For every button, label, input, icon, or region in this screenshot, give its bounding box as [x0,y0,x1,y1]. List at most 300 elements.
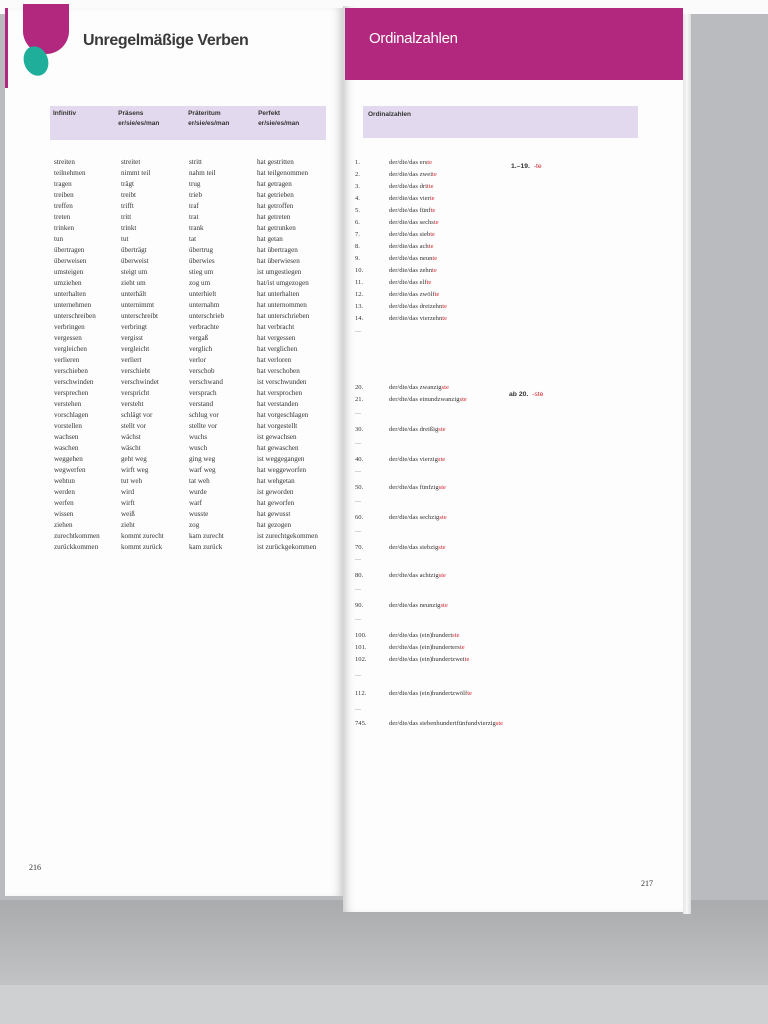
ordinal-suffix: te [434,291,440,298]
ordinal-suffix: te [442,303,448,310]
ordinal-stem: der/die/das (ein)hunderters [389,644,460,651]
verb-row [54,311,334,322]
verb-row [54,465,334,476]
ordinal-suffix: ste [437,456,446,463]
verb-cell-praesens: wirft weg [121,466,149,474]
ordinal-stem: der/die/das elf [389,279,427,286]
verb-cell-perfekt: hat unterschrieben [257,312,310,320]
ordinal-word [389,291,439,298]
verb-row [54,212,334,223]
verb-row [54,201,334,212]
ordinal-row [355,720,655,730]
page-number: 217 [641,879,653,888]
verb-cell-praesens: unternimmt [121,301,155,309]
ordinal-stem: der/die/das zwanzig [389,384,442,391]
verb-cell-infinitiv: trinken [54,224,75,232]
verb-cell-perfekt: hat/ist umgezogen [257,279,309,287]
ordinal-suffix: te [433,219,439,226]
verb-row [54,234,334,245]
ordinal-number: 20. [355,384,364,391]
verb-cell-praesens: zieht [121,521,135,529]
verb-cell-praeteritum: nahm teil [189,169,216,177]
ellipsis: … [355,706,361,712]
ordinal-suffix: ste [459,396,467,403]
verb-cell-praesens: überweist [121,257,149,265]
verb-cell-praeteritum: unternahm [189,301,220,309]
verb-row [54,344,334,355]
verb-cell-perfekt: hat unterhalten [257,290,300,298]
ordinal-suffix: te [427,159,433,166]
ordinal-number: 5. [355,207,360,214]
ordinal-number: 102. [355,656,367,663]
verb-cell-infinitiv: streiten [54,158,75,166]
verb-cell-perfekt: hat gewaschen [257,444,299,452]
rule-note-1-19: 1.–19. -te [511,163,542,170]
ellipsis: … [355,556,361,562]
verb-table [54,157,334,553]
ordinal-stem: der/die/das siebzig [389,544,439,551]
verb-cell-infinitiv: vorschlagen [54,411,89,419]
ellipsis: … [355,410,361,416]
verb-cell-infinitiv: verstehen [54,400,82,408]
ordinal-number: 90. [355,602,364,609]
ordinal-number: 7. [355,231,360,238]
verb-cell-praesens: wäscht [121,444,141,452]
verb-cell-praesens: vergleicht [121,345,150,353]
ordinal-suffix: ste [441,384,449,391]
verb-cell-praeteritum: verschob [189,367,215,375]
ordinal-suffix: te [467,690,472,697]
left-page [5,8,343,896]
ordinal-row [355,544,655,554]
verb-cell-infinitiv: teilnehmen [54,169,86,177]
verb-cell-infinitiv: unterhalten [54,290,86,298]
verb-cell-praesens: vergisst [121,334,143,342]
verb-row [54,498,334,509]
column-header-praeteritum: Präteritum er/sie/es/man [188,110,230,127]
verb-row [54,157,334,168]
verb-cell-praeteritum: überwies [189,257,215,265]
ordinal-stem: der/die/das vierzehn [389,315,443,322]
verb-cell-perfekt: ist weggegangen [257,455,305,463]
verb-row [54,509,334,520]
ordinal-suffix: ste [438,544,446,551]
verb-row [54,388,334,399]
verb-cell-perfekt: hat überwiesen [257,257,300,265]
verb-cell-perfekt: hat vergessen [257,334,296,342]
ordinal-row [355,602,655,612]
ordinal-row [355,426,655,436]
ordinal-suffix: ste [439,514,447,521]
verb-cell-praeteritum: stritt [189,158,203,166]
ordinal-word [389,231,435,238]
verb-cell-infinitiv: treten [54,213,71,221]
verb-cell-praesens: überträgt [121,246,147,254]
verb-cell-praesens: nimmt teil [121,169,151,177]
verb-cell-praesens: wirft [121,499,135,507]
verb-cell-praesens: trinkt [121,224,137,232]
verb-cell-infinitiv: zurückkommen [54,543,99,551]
verb-cell-infinitiv: treiben [54,191,74,199]
ordinal-number: 80. [355,572,364,579]
ordinal-stem: der/die/das dri [389,183,427,190]
verb-row [54,421,334,432]
ordinal-number: 2. [355,171,360,178]
ordinal-row [355,231,655,241]
verb-cell-praeteritum: tat weh [189,477,210,485]
verb-cell-praesens: tut [121,235,129,243]
ellipsis: … [355,498,361,504]
verb-cell-praesens: tritt [121,213,132,221]
verb-cell-infinitiv: weggehen [54,455,83,463]
ordinal-row [355,219,655,229]
ordinal-suffix: te [430,231,435,238]
verb-cell-praeteritum: verstand [189,400,214,408]
verb-cell-perfekt: hat getroffen [257,202,294,210]
ordinal-word [389,656,469,663]
verb-cell-perfekt: hat wehgetan [257,477,295,485]
ordinal-word [389,195,435,202]
verb-cell-praeteritum: zog [189,521,200,529]
ordinal-word [389,384,449,391]
ordinal-row [355,456,655,466]
page-edge-mark [5,8,8,88]
ordinal-suffix: ste [452,632,460,639]
ordinal-suffix: te [429,195,435,202]
verb-cell-perfekt: hat verloren [257,356,292,364]
ordinal-row [355,644,655,654]
verb-cell-perfekt: hat getreten [257,213,291,221]
verb-row [54,399,334,410]
ordinal-number: 21. [355,396,364,403]
verb-cell-perfekt: hat unternommen [257,301,307,309]
ordinal-word [389,396,467,403]
verb-row [54,377,334,388]
ordinal-row [355,303,655,313]
verb-cell-praesens: schlägt vor [121,411,153,419]
verb-cell-infinitiv: verbringen [54,323,85,331]
right-page [343,6,683,912]
verb-cell-perfekt: hat weggeworfen [257,466,307,474]
verb-cell-praeteritum: warf weg [189,466,216,474]
ordinal-word [389,572,446,579]
ordinal-word [389,544,446,551]
verb-cell-praeteritum: stieg um [189,268,214,276]
ordinal-word [389,171,437,178]
ordinal-stem: der/die/das zehn [389,267,433,274]
ordinal-row [355,267,655,277]
verb-cell-praeteritum: kam zurück [189,543,223,551]
column-header-infinitiv: Infinitiv [53,110,77,117]
ordinal-row [355,656,655,666]
ordinal-stem: der/die/das neunzig [389,602,441,609]
ordinal-row [355,207,655,217]
ordinal-number: 50. [355,484,364,491]
ordinal-suffix: ste [440,602,448,609]
page-number: 216 [29,863,41,872]
ordinal-word [389,315,447,322]
ordinal-suffix: tte [426,183,434,190]
ordinal-stem: der/die/das (ein)hundertzwei [389,656,465,663]
verb-cell-praesens: streitet [121,158,141,166]
ordinal-stem: der/die/das vier [389,195,430,202]
ordinal-row [355,514,655,524]
ordinal-number: 10. [355,267,364,274]
verb-cell-praeteritum: wusch [189,444,208,452]
verb-row [54,476,334,487]
verb-row [54,289,334,300]
verb-cell-perfekt: hat gezogen [257,521,292,529]
verb-cell-praesens: versteht [121,400,144,408]
verb-cell-perfekt: hat übertragen [257,246,298,254]
verb-row [54,333,334,344]
ordinal-stem: der/die/das vierzig [389,456,438,463]
verb-row [54,223,334,234]
ordinal-stem: der/die/das fünfzig [389,484,439,491]
ordinal-suffix: te [464,656,470,663]
ordinal-word [389,243,434,250]
ordinal-stem: der/die/das (ein)hundert [389,632,453,639]
ordinal-row [355,632,655,642]
ordinal-word [389,484,446,491]
verb-cell-praeteritum: traf [189,202,199,210]
verb-cell-perfekt: hat teilgenommen [257,169,309,177]
ordinal-number: 8. [355,243,360,250]
verb-row [54,278,334,289]
verb-cell-perfekt: hat verschoben [257,367,300,375]
verb-row [54,322,334,333]
ordinal-word [389,720,503,727]
ordinal-number: 745. [355,720,367,727]
scan-background-strip [0,985,768,1024]
ordinal-number: 101. [355,644,367,651]
ordinal-stem: der/die/das ers [389,159,428,166]
ordinal-row [355,195,655,205]
ordinal-row [355,484,655,494]
verb-cell-perfekt: ist geworden [257,488,294,496]
verb-cell-infinitiv: wachsen [54,433,79,441]
ordinal-suffix: te [432,171,437,178]
verb-cell-perfekt: hat gestritten [257,158,294,166]
ordinal-number: 40. [355,456,364,463]
column-header-praesens: Präsens er/sie/es/man [118,110,160,127]
ordinal-word [389,690,472,697]
ordinal-word [389,207,435,214]
verb-cell-perfekt: hat getrunken [257,224,296,232]
verb-cell-praeteritum: übertrug [189,246,214,254]
verb-row [54,300,334,311]
ordinal-word [389,514,447,521]
ordinal-row [355,291,655,301]
verb-cell-praesens: tut weh [121,477,143,485]
verb-cell-infinitiv: übertragen [54,246,85,254]
verb-cell-praesens: kommt zurück [121,543,163,551]
ordinal-number: 6. [355,219,360,226]
ordinal-row [355,171,655,181]
verb-row [54,520,334,531]
verb-cell-perfekt: ist zurechtgekommen [257,532,318,540]
ordinal-suffix: te [430,207,436,214]
verb-cell-praesens: wird [121,488,135,496]
verb-cell-praeteritum: unterhielt [189,290,217,298]
ordinal-suffix: ste [438,484,446,491]
verb-cell-infinitiv: werfen [54,499,74,507]
scan-background-bottom [0,900,768,990]
ordinal-suffix: te [428,243,434,250]
verb-cell-praeteritum: kam zurecht [189,532,224,540]
verb-cell-praeteritum: wuchs [189,433,208,441]
ordinal-word [389,255,437,262]
verb-table-header [50,106,326,140]
verb-cell-praesens: kommt zurecht [121,532,164,540]
ordinal-list [343,6,683,906]
ordinal-suffix: te [459,644,465,651]
ordinal-stem: der/die/das sechs [389,219,434,226]
page-stack-edge [683,14,691,914]
ordinal-row [355,183,655,193]
ordinal-number: 70. [355,544,364,551]
verb-cell-praesens: treibt [121,191,136,199]
verb-cell-praesens: weiß [121,510,135,518]
verb-cell-infinitiv: waschen [54,444,79,452]
ordinal-number: 14. [355,315,364,322]
ordinal-header-label: Ordinalzahlen [368,111,411,118]
ordinal-number: 11. [355,279,363,286]
verb-row [54,410,334,421]
verb-cell-praeteritum: schlug vor [189,411,219,419]
verb-cell-praeteritum: verglich [189,345,213,353]
ordinal-suffix: ste [495,720,504,727]
ordinal-number: 12. [355,291,364,298]
verb-cell-infinitiv: zurechtkommen [54,532,100,540]
ellipsis: … [355,468,361,474]
verb-cell-praeteritum: warf [189,499,202,507]
ordinal-row [355,690,655,700]
verb-cell-infinitiv: werden [54,488,75,496]
ordinal-number: 4. [355,195,360,202]
verb-row [54,432,334,443]
verb-row [54,454,334,465]
verb-cell-infinitiv: verschieben [54,367,88,375]
verb-cell-perfekt: hat getrieben [257,191,294,199]
verb-cell-praeteritum: trug [189,180,201,188]
ordinal-suffix: te [432,267,437,274]
ordinal-word [389,644,465,651]
ordinal-word [389,279,431,286]
ordinal-stem: der/die/das ach [389,243,429,250]
verb-cell-infinitiv: versprechen [54,389,89,397]
ordinal-stem: der/die/das zwölf [389,291,435,298]
verb-row [54,542,334,553]
ordinal-word [389,267,437,274]
verb-cell-infinitiv: vorstellen [54,422,82,430]
verb-row [54,256,334,267]
verb-cell-praeteritum: stellte vor [189,422,218,430]
ordinal-number: 3. [355,183,360,190]
verb-row [54,168,334,179]
verb-cell-praesens: verbringt [121,323,148,331]
ordinal-row [355,384,655,394]
verb-cell-infinitiv: treffen [54,202,73,210]
ordinal-number: 30. [355,426,364,433]
ordinal-stem: der/die/das dreizehn [389,303,443,310]
verb-cell-perfekt: ist zurückgekommen [257,543,317,551]
ordinal-number: 9. [355,255,360,262]
verb-row [54,267,334,278]
ordinal-number: 60. [355,514,364,521]
ordinal-number: 112. [355,690,367,697]
verb-cell-praesens: unterschreibt [121,312,159,320]
page-title: Unregelmäßige Verben [83,32,249,49]
verb-row [54,355,334,366]
ordinal-stem: der/die/das sieb [389,231,431,238]
verb-row [54,245,334,256]
ordinal-row [355,315,655,325]
verb-cell-praeteritum: verschwand [189,378,223,386]
ordinal-row [355,255,655,265]
ordinal-stem: der/die/das siebenhundertfünfundvierzig [389,720,496,727]
verb-cell-praeteritum: versprach [189,389,217,397]
verb-cell-praesens: verspricht [121,389,150,397]
verb-cell-praesens: trägt [121,180,134,188]
verb-cell-perfekt: ist gewachsen [257,433,297,441]
verb-cell-praeteritum: trank [189,224,204,232]
ordinal-stem: der/die/das fünf [389,207,431,214]
verb-cell-praesens: geht weg [121,455,147,463]
ordinal-stem: der/die/das einundzwanzig [389,396,460,403]
verb-cell-infinitiv: tragen [54,180,72,188]
verb-row [54,366,334,377]
verb-cell-infinitiv: vergleichen [54,345,87,353]
verb-cell-praesens: verliert [121,356,142,364]
verb-cell-praeteritum: wurde [189,488,207,496]
verb-cell-praesens: trifft [121,202,134,210]
ellipsis: … [355,586,361,592]
ordinal-stem: der/die/das (ein)hundertzwölf [389,690,468,697]
ordinal-word [389,303,447,310]
verb-cell-perfekt: hat vorgeschlagen [257,411,309,419]
verb-row [54,531,334,542]
ordinal-suffix: te [432,255,438,262]
ordinal-row [355,396,655,406]
verb-cell-praeteritum: verlor [189,356,206,364]
verb-cell-praeteritum: tat [189,235,197,243]
verb-cell-infinitiv: ziehen [54,521,73,529]
ordinal-word [389,183,434,190]
verb-cell-praesens: verschiebt [121,367,151,375]
verb-row [54,443,334,454]
verb-cell-perfekt: hat verstanden [257,400,299,408]
verb-cell-infinitiv: unternehmen [54,301,92,309]
verb-cell-infinitiv: wissen [54,510,74,518]
verb-cell-perfekt: hat gewusst [257,510,291,518]
ordinal-stem: der/die/das dreißig [389,426,439,433]
verb-cell-infinitiv: überweisen [54,257,87,265]
verb-cell-praesens: stellt vor [121,422,147,430]
page-title: Ordinalzahlen [369,30,458,47]
ordinal-word [389,632,460,639]
ordinal-word [389,219,439,226]
verb-row [54,179,334,190]
verb-cell-perfekt: hat vorgestellt [257,422,298,430]
ordinal-stem: der/die/das zwei [389,171,433,178]
ordinal-suffix: te [426,279,432,286]
verb-cell-infinitiv: verschwinden [54,378,94,386]
ordinal-suffix: te [442,315,448,322]
verb-row [54,487,334,498]
verb-cell-praesens: wächst [121,433,141,441]
verb-cell-infinitiv: umziehen [54,279,82,287]
